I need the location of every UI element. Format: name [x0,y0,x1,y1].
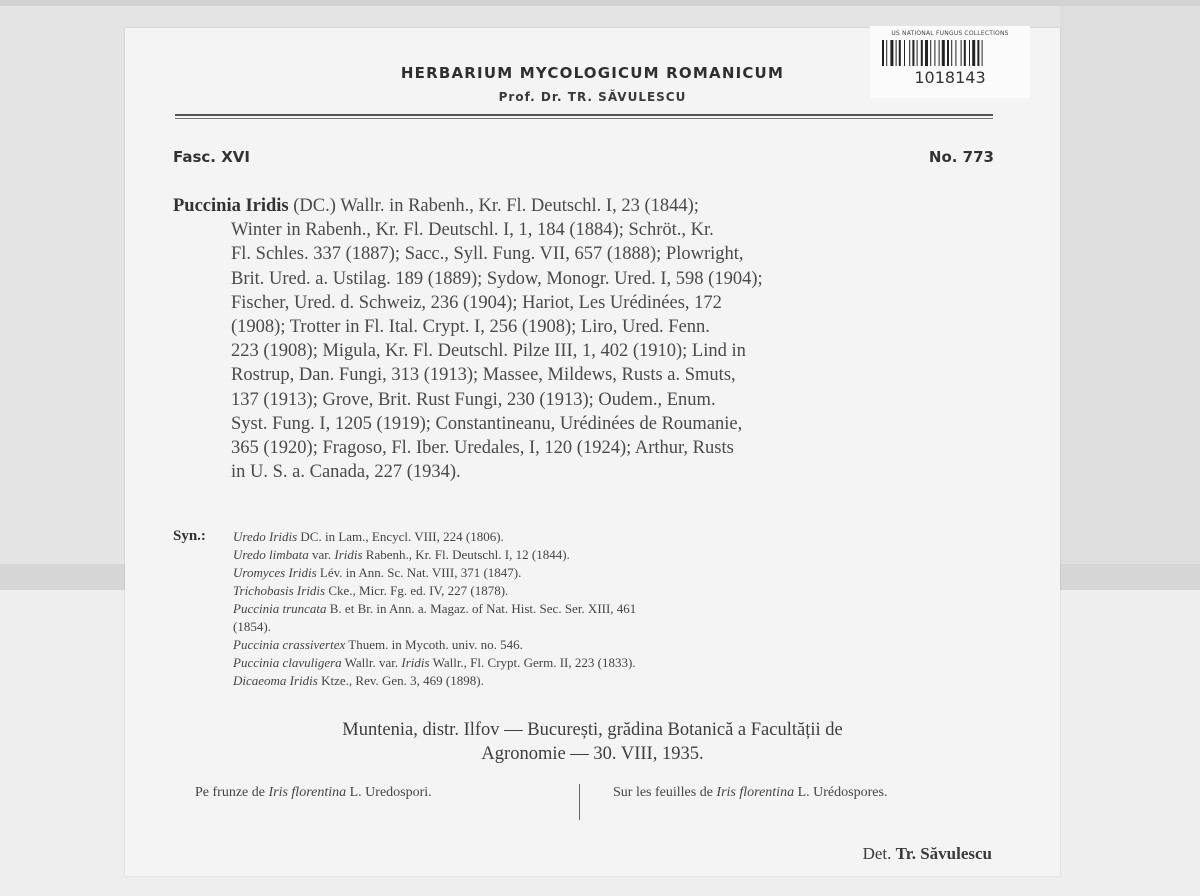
synonyms-label: Syn.: [173,528,206,544]
synonym-item [233,600,998,636]
barcode-label [870,26,1030,98]
determiner-prefix: Det. [862,844,896,863]
synonym-item [233,654,998,672]
bibliography-line: Fischer, Ured. d. Schweiz, 236 (1904); Hariot, Les Urédinées, 172 [231,292,722,313]
bibliography-line: in U. S. a. Canada, 227 (1934). [231,462,461,483]
barcode-number: 1018143 [914,68,986,87]
bibliography-line: 223 (1908); Migula, Kr. Fl. Deutschl. Pilze III, 1, 402 (1910); Lind in [231,341,746,362]
host-text: Sur les feuilles de [613,785,717,800]
synonym-name: Uredo Iridis [233,529,298,544]
synonym-variety: Iridis [401,655,430,670]
sheet-edge [0,0,1200,6]
host-plant-name: Iris florentina [268,785,347,800]
fascicle-label: Fasc. XVI [173,148,250,166]
synonym-name: Puccinia clavuligera [233,655,342,670]
synonym-name: Trichobasis Iridis [233,583,326,598]
bibliography-line: Rostrup, Dan. Fungi, 313 (1913); Massee, Mildews, Rusts a. Smuts, [231,365,736,386]
barcode-icon [882,40,1018,66]
bibliography-line: Brit. Ured. a. Ustilag. 189 (1889); Sydow, Monogr. Ured. I, 598 (1904); [231,268,763,289]
bibliography-line: 365 (1920); Fragoso, Fl. Iber. Uredales, I, 120 (1924); Arthur, Rusts [231,438,734,459]
synonym-citation: Wallr., Fl. Crypt. Germ. II, 223 (1833). [429,655,636,670]
synonym-item [233,546,998,564]
synonym-citation: Cke., Micr. Fg. ed. IV, 227 (1878). [325,583,509,598]
synonym-citation: Rabenh., Kr. Fl. Deutschl. I, 12 (1844). [362,547,570,562]
bibliography [173,194,995,484]
background-right-panel [1060,6,1200,576]
synonym-citation: var. [308,547,335,562]
specimen-number: No. 773 [928,148,994,166]
synonyms-list [233,528,998,690]
locality-line-2: Agronomie — 30. VIII, 1935. [481,744,704,764]
header-rule [175,114,993,119]
bibliography-line: Syst. Fung. I, 1205 (1919); Constantineanu, Urédinées de Roumanie, [231,413,743,434]
synonym-citation: Wallr. var. [341,655,402,670]
host-romanian [195,784,555,802]
synonym-citation: DC. in Lam., Encycl. VIII, 224 (1806). [297,529,504,544]
herbarium-label [125,28,1060,876]
locality-line-1: Muntenia, distr. Ilfov — București, grădina Botanică a Facultății de [342,720,843,740]
host-divider [579,784,580,820]
locality [125,718,1060,766]
determiner-name: Tr. Săvulescu [895,844,992,863]
header-subtitle: Prof. Dr. TR. SĂVULESCU [498,90,687,104]
synonym-citation: Ktze., Rev. Gen. 3, 469 (1898). [317,673,484,688]
synonym-citation: Thuem. in Mycoth. univ. no. 546. [345,637,523,652]
header-title: HERBARIUM MYCOLOGICUM ROMANICUM [400,64,785,82]
host-text: Pe frunze de [195,785,269,800]
bibliography-line: 137 (1913); Grove, Brit. Rust Fungi, 230 (1913); Oudem., Enum. [231,389,716,410]
host-text: L. Uredospori. [346,785,432,800]
synonym-name: Uredo limbata [233,547,309,562]
host-plant-name: Iris florentina [716,785,795,800]
synonym-citation: Lév. in Ann. Sc. Nat. VIII, 371 (1847). [316,565,522,580]
bibliography-first-line [173,194,995,218]
synonym-item [233,564,998,582]
synonym-name: Uromyces Iridis [233,565,317,580]
synonym-name: Puccinia crassivertex [233,637,346,652]
synonym-item [233,672,998,690]
synonym-variety: Iridis [334,547,363,562]
bibliography-line: Fl. Schles. 337 (1887); Sacc., Syll. Fung. VII, 657 (1888); Plowright, [231,244,744,265]
synonym-name: Puccinia truncata [233,601,327,616]
bibliography-line: (1908); Trotter in Fl. Ital. Crypt. I, 256 (1908); Liro, Ured. Fenn. [231,317,710,338]
host-text: L. Urédospores. [794,785,888,800]
synonym-citation: B. et Br. in Ann. a. Magaz. of Nat. Hist. Sec. Ser. XIII, 461 [326,601,637,616]
synonym-item [233,582,998,600]
barcode-caption: US NATIONAL FUNGUS COLLECTIONS [891,30,1009,37]
synonym-citation-wrap: (1854). [233,619,271,634]
bibliography-line: Winter in Rabenh., Kr. Fl. Deutschl. I, 1, 184 (1884); Schröt., Kr. [231,220,714,241]
host-french [613,784,993,802]
synonym-item [233,528,998,546]
synonym-name: Dicaeoma Iridis [233,673,318,688]
determiner [863,844,992,864]
synonym-item [233,636,998,654]
bibliography-first-line-rest: (DC.) Wallr. in Rabenh., Kr. Fl. Deutschl. I, 23 (1844); [288,196,699,216]
species-name: Puccinia Iridis [173,196,289,216]
